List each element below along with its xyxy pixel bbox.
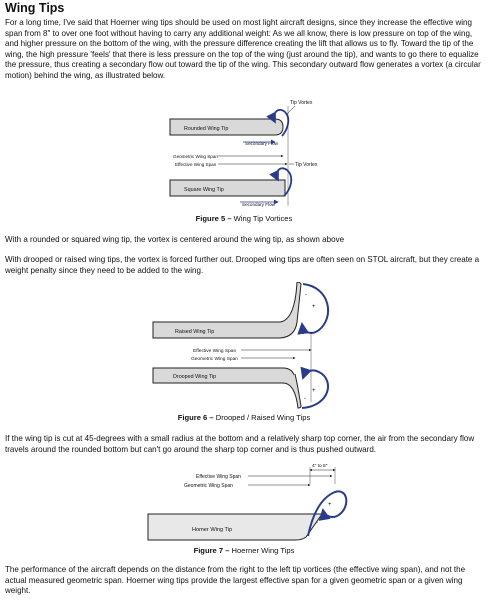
geometric-span-label: Geometric Wing Span [173, 154, 218, 159]
square-wing-label: Square Wing Tip [184, 187, 224, 193]
rounded-tip-paragraph: With a rounded or squared wing tip, the vortex is centered around the wing tip, as shown above [5, 235, 345, 244]
performance-paragraph: The performance of the aircraft depends on the distance from the right to the left tip vortices (the effective wing span), and not the actual measured geometric span. Hoerner wing tips provide the largest effective span for a given geometric span or a given wing weight. [5, 565, 466, 596]
figure-7-hoerner-tips [140, 462, 350, 544]
page-title: Wing Tips [5, 1, 65, 15]
svg-text:-: - [305, 292, 307, 298]
effective-span-label: Effective Wing Span [175, 162, 217, 167]
extension-label: 4" to 8" [312, 464, 328, 469]
effective-span-label-7: Effective Wing Span [196, 474, 241, 480]
svg-text:-: - [316, 520, 318, 526]
geometric-span-label-7: Geometric Wing Span [184, 483, 233, 489]
geometric-span-label-6: Geometric Wing Span [191, 357, 238, 362]
figure-5-wing-tip-vortices [150, 96, 340, 218]
rounded-wing-label: Rounded Wing Tip [184, 126, 229, 132]
svg-text:-: - [304, 396, 306, 402]
svg-text:+: + [312, 304, 316, 310]
tip-vortex-side-label: Tip Vortex [295, 162, 318, 168]
svg-text:+: + [312, 388, 316, 394]
drooped-wing-label: Drooped Wing Tip [173, 374, 217, 380]
figure-6-drooped-raised-tips [145, 282, 345, 412]
hoerner-wing-label: Homer Wing Tip [192, 527, 233, 533]
figure-5-caption: Figure 5 – Wing Tip Vortices [195, 214, 293, 223]
secondary-flow-label-2: Secondary Flow [242, 202, 275, 207]
secondary-flow-label-1: Secondary Flow [245, 141, 278, 146]
hoerner-paragraph: If the wing tip is cut at 45-degrees with a small radius at the bottom and a relatively sharp top corner, the air from the secondary flow travels around the rounded bottom but can't go around the sharp top corner and is thus pushed outward. [5, 434, 475, 454]
effective-span-label-6: Effective Wing Span [193, 349, 237, 354]
svg-text:+: + [328, 502, 332, 508]
hoerner-wing-shape [148, 514, 322, 540]
tip-vortex-top-label: Tip Vortex [290, 100, 313, 106]
drooped-tip-paragraph: With drooped or raised wing tips, the vortex is forced further out. Drooped wing tips are often seen on STOL aircraft, but they create a weight penalty since they need to be added to the wing. [5, 255, 480, 275]
raised-wing-label: Raised Wing Tip [175, 329, 215, 335]
figure-6-caption: Figure 6 – Drooped / Raised Wing Tips [177, 413, 311, 422]
intro-paragraph: For a long time, I've said that Hoerner wing tips should be used on most light aircraft designs, since they increase the effective wing span from 8" to over one foot without having to carry any additional weight: As we all know, there is low pressure on top of the wing, and higher pressure on the bottom of the wing, with the pressure difference creating the lift that allows us to fly. Toward the tip of the wing, the high pressure 'feels' that there is less pressure on the top of the wing (just around the tip), and wants to go there to equalize the pressure, thus creating a secondary flow out toward the tip of the wing. This secondary outward flow generates a vortex (a circular motion) behind the wing, as illustrated below. [5, 18, 481, 80]
figure-7-caption: Figure 7 – Hoerner Wing Tips [193, 546, 295, 555]
